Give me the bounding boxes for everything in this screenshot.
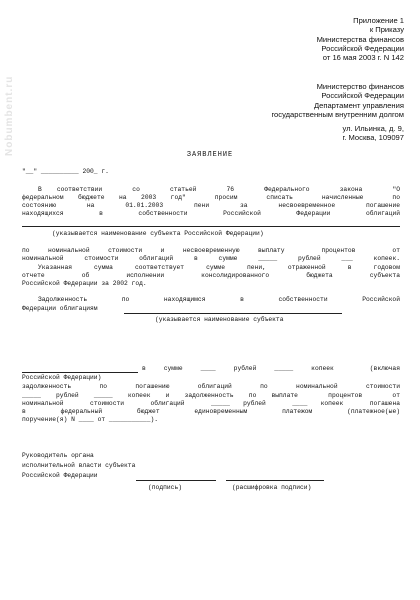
address-line: г. Москва, 109097 xyxy=(342,133,404,143)
addressee-line: государственным внутренним долгом xyxy=(271,109,404,119)
paragraph-line: отчете об исполнении консолидированного бюджета субъекта xyxy=(22,272,400,279)
paragraph-line: Российской Федерации) xyxy=(22,374,102,381)
paragraph-line: Задолженность по находящимся в собственности Российской xyxy=(38,296,400,303)
signature-line: исполнительной власти субъекта xyxy=(22,462,136,469)
caption-subject-short: (указывается наименование субъекта xyxy=(155,316,284,323)
signature-line: Руководитель органа xyxy=(22,452,94,459)
document-title: ЗАЯВЛЕНИЕ xyxy=(186,151,234,159)
paragraph-line: по номинальной стоимости и несвоевременную выплату процентов от xyxy=(22,247,400,254)
appendix-line: Российской Федерации xyxy=(321,43,404,53)
paragraph-line: поручение(я) N ____ от ___________). xyxy=(22,416,159,423)
caption-decode: (расшифровка подписи) xyxy=(232,484,312,491)
decode-fill-line xyxy=(226,480,324,481)
paragraph-line: номинальной стоимости облигаций _____ рублей ____ копеек погашена xyxy=(22,400,400,407)
paragraph-line: номинальной стоимости облигаций в сумме _____ рублей ___ копеек. xyxy=(22,255,400,262)
appendix-block xyxy=(317,16,404,62)
paragraph-line: Российской Федерации за 2002 год. xyxy=(22,280,147,287)
paragraph-line: _____ рублей _____ копеек и задолженность по выплате процентов от xyxy=(22,392,400,399)
signature-fill-line xyxy=(136,480,216,481)
fill-line xyxy=(22,226,400,227)
address-line: ул. Ильинка, д. 9, xyxy=(342,124,404,133)
paragraph-line: находящихся в собственности Российской Федерации облигаций xyxy=(22,210,400,217)
addressee-block xyxy=(271,82,404,119)
paragraph-line: задолженность по погашению облигаций по номинальной стоимости xyxy=(22,383,400,390)
addressee-line: Российской Федерации xyxy=(321,91,404,101)
paragraph-line: Указанная сумма соответствует сумме пени, отраженной в годовом xyxy=(38,264,400,271)
appendix-line: Приложение 1 xyxy=(353,16,404,25)
caption-subject: (указывается наименование субъекта Российской Федерации) xyxy=(52,230,264,237)
fill-line xyxy=(124,313,342,314)
date-line: "__" __________ 200_ г. xyxy=(22,168,109,175)
paragraph-line: в сумме ____ рублей _____ копеек (включая xyxy=(142,365,400,372)
paragraph-line: В соответствии со статьей 76 Федерального закона "О xyxy=(38,186,400,193)
paragraph-line: Федерации облигациям xyxy=(22,305,98,312)
addressee-line: Департамент управления xyxy=(313,100,404,110)
appendix-line: Министерства финансов xyxy=(316,34,404,44)
appendix-line: от 16 мая 2003 г. N 142 xyxy=(322,53,404,63)
paragraph-line: состоянию на 01.01.2003 пени за несвоевременное погашение xyxy=(22,202,400,209)
signature-line: Российской Федерации xyxy=(22,472,98,479)
addressee-line: Министерство финансов xyxy=(316,82,404,91)
address-block xyxy=(342,124,404,143)
fill-line xyxy=(22,372,138,373)
paragraph-line: в федеральный бюджет единовременным платежом (платежное(ые) xyxy=(22,408,400,415)
appendix-line: к Приказу xyxy=(369,25,404,35)
caption-signature: (подпись) xyxy=(148,484,183,491)
paragraph-line: федеральном бюджете на 2003 год" просим списать начисленные по xyxy=(22,194,400,201)
watermark: Nobumbent.ru xyxy=(4,75,15,156)
